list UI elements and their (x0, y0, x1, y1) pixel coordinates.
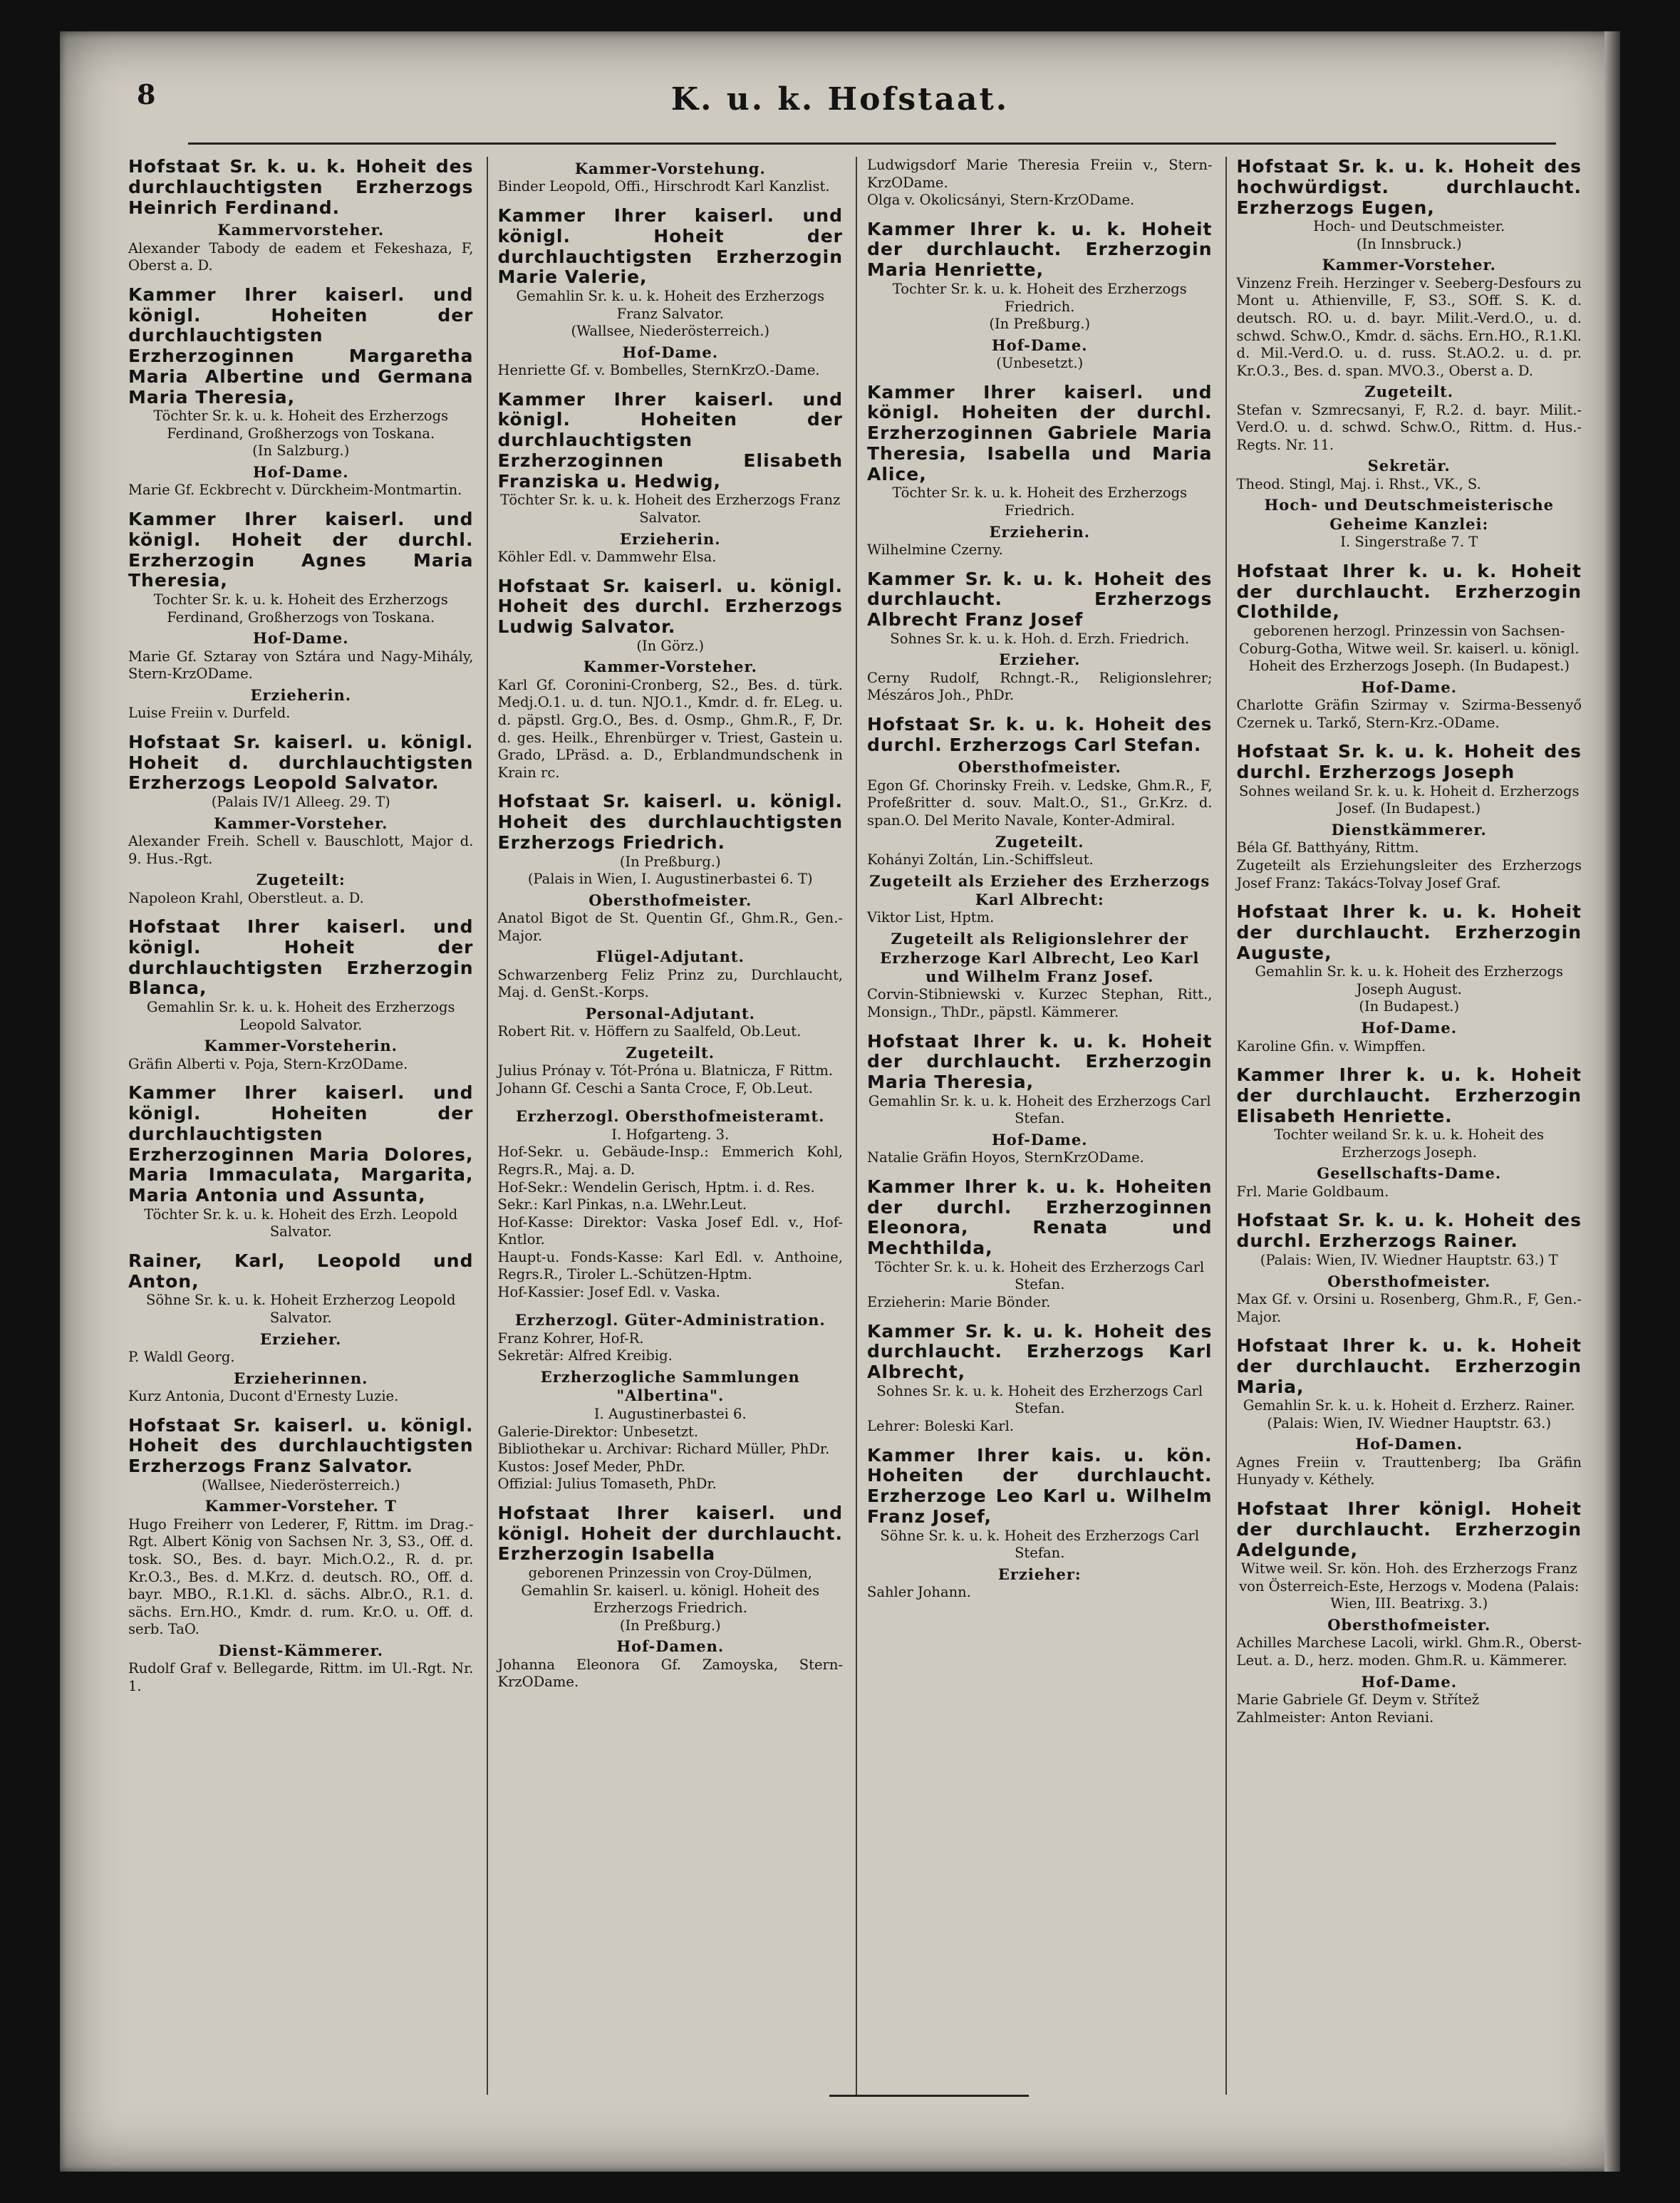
entry-text: Anatol Bigot de St. Quentin Gf., Ghm.R., Gen.-Major. (497, 910, 843, 944)
section-heading: Erzieherin. (989, 522, 1091, 541)
section-heading: Erzherzogliche Sammlungen "Albertina". (540, 1368, 800, 1405)
running-head: K. u. k. Hofstaat. (670, 81, 1010, 118)
entry-text: Hof-Kasse: Direktor: Vaska Josef Edl. v., Hof-Kntlor. (497, 1213, 843, 1248)
entry-title: Kammer Ihrer kaiserl. und königl. Hoheiten der durchlauchtigsten Erzherzoginnen Margaretha Maria Albertine und Germana Maria Theresia, (128, 284, 474, 408)
entry-text: Natalie Gräfin Hoyos, SternKrzODame. (867, 1149, 1144, 1166)
entry-note: Sohnes Sr. k. u. k. Hoh. d. Erzh. Friedrich. (890, 630, 1190, 647)
section-heading: Obersthofmeister. (958, 758, 1121, 777)
entry-title: Hofstaat Ihrer k. u. k. Hoheit der durchlaucht. Erzherzogin Clothilde, (1236, 560, 1582, 623)
entry-title: Kammer Ihrer kaiserl. und königl. Hoheit der durchlauchtigsten Erzherzogin Marie Valerie, (497, 205, 843, 288)
entry (1237, 1499, 1582, 1726)
section-heading: Hof-Dame. (1361, 1672, 1458, 1691)
entry-text: Haupt-u. Fonds-Kasse: Karl Edl. v. Anthoine, Regrs.R., Tiroler L.-Schützen-Hptm. (497, 1248, 843, 1283)
entry-text: Vinzenz Freih. Herzinger v. Seeberg-Desfours zu Mont u. Athienville, F, S3., SOff. S. K. d. deutsch. RO. u. d. bayr. Milit.-Verd.O., u. d. schwd. Schw.O., Kmdr. d. sächs. Ern.HO., R.1.Kl. d. Mil.-Verd.O. u. d. russ. St.AO.2. u. d. pr. Kr.O.3., Bes. d. span. MVO.3., Oberst a. D. (1236, 274, 1582, 379)
entry-text: Robert Rit. v. Höffern zu Saalfeld, Ob.Leut. (497, 1023, 802, 1040)
entry (867, 569, 1213, 705)
entry-text: Johann Gf. Ceschi a Santa Croce, F, Ob.Leut. (497, 1079, 813, 1097)
entry (1237, 1065, 1582, 1201)
section-heading: Gesellschafts-Dame. (1317, 1164, 1502, 1183)
entry-title: Hofstaat Ihrer k. u. k. Hoheit der durchlaucht. Erzherzogin Maria, (1236, 1335, 1582, 1397)
entry-note: (Wallsee, Niederösterreich.) (571, 323, 770, 340)
entry-title: Kammer Ihrer kaiserl. und königl. Hoheit der durchl. Erzherzogin Agnes Maria Theresia, (128, 509, 474, 591)
section-heading: Erzieherin. (250, 685, 352, 704)
section-heading: Dienstkämmerer. (1331, 820, 1487, 839)
section-heading: Hof-Dame. (622, 343, 719, 361)
entry-text: Sekr.: Karl Pinkas, n.a. LWehr.Leut. (497, 1196, 747, 1213)
entry (128, 509, 474, 722)
entry-title: Hofstaat Sr. k. u. k. Hoheit des durchl. Erzherzogs Rainer. (1236, 1210, 1582, 1252)
section-heading: Erzieher. (999, 650, 1081, 669)
entry-note: (Wallsee, Niederösterreich.) (201, 1476, 400, 1493)
entry-title: Hofstaat Ihrer k. u. k. Hoheit der durchlaucht. Erzherzogin Auguste, (1236, 901, 1582, 963)
entry-text: Rudolf Graf v. Bellegarde, Rittm. im Ul.-Rgt. Nr. 1. (128, 1660, 474, 1694)
section-heading: Zugeteilt. (995, 832, 1084, 851)
entry-text: Marie Gf. Eckbrecht v. Dürckheim-Montmartin. (128, 482, 462, 499)
entry (128, 285, 474, 499)
entry-note: (In Preßburg.) (989, 316, 1091, 333)
entry-note: (In Innsbruck.) (1356, 235, 1462, 252)
entry (867, 1177, 1213, 1312)
entry-text: Hof-Kassier: Josef Edl. v. Vaska. (497, 1283, 720, 1300)
entry-text: Sahler Johann. (867, 1584, 971, 1601)
entry-note: (In Salzburg.) (252, 442, 350, 460)
entry (1237, 1211, 1582, 1326)
entry-text: Karoline Gfin. v. Wimpffen. (1236, 1037, 1426, 1054)
entry-text: Ludwigsdorf Marie Theresia Freiin v., Stern-KrzODame. (867, 157, 1213, 191)
entry-title: Kammer Ihrer kaiserl. und königl. Hoheiten der durchlauchtigsten Erzherzoginnen Maria Dolores, Maria Immaculata, Margarita, Maria Antonia und Assunta, (128, 1082, 474, 1206)
entry-title: Hofstaat Ihrer kaiserl. und königl. Hoheit der durchlaucht. Erzherzogin Isabella (497, 1502, 843, 1565)
entry-text: Hof-Sekr. u. Gebäude-Insp.: Emmerich Kohl, Regrs.R., Maj. a. D. (497, 1144, 843, 1178)
section-heading: Kammer-Vorsteher. T (204, 1497, 397, 1515)
entry-note: geborenen Prinzessin von Croy-Dülmen, Gemahlin Sr. kaiserl. u. königl. Hoheit des Erzherzogs Friedrich. (521, 1565, 820, 1617)
entry-title: Hofstaat Sr. kaiserl. u. königl. Hoheit d. durchlauchtigsten Erzherzogs Leopold Salvator. (128, 731, 474, 794)
section-heading: Dienst-Kämmerer. (218, 1641, 384, 1659)
entry-note: (In Görz.) (636, 637, 705, 654)
entry (1237, 561, 1582, 732)
entry-text: Charlotte Gräfin Szirmay v. Szirma-Bessenyő Czernek u. Tarkő, Stern-Krz.-ODame. (1236, 697, 1582, 731)
section-heading: Obersthofmeister. (1327, 1272, 1491, 1290)
entry-note: Gemahlin Sr. k. u. k. Hoheit d. Erzherz. Rainer. (Palais: Wien, IV. Wiedner Hauptstr. 63.) (1243, 1397, 1575, 1431)
entry-text: Béla Gf. Batthyány, Rittm. (1236, 839, 1419, 856)
section-heading: Zugeteilt: (256, 871, 346, 889)
entry (128, 1416, 474, 1696)
entry-note: Sohnes Sr. k. u. k. Hoheit des Erzherzogs Carl Stefan. (876, 1382, 1203, 1417)
column-4 (1225, 157, 1582, 2095)
entry-text: P. Waldl Georg. (128, 1349, 235, 1365)
entry-note: Töchter Sr. k. u. k. Hoheit des Erzherzogs Franz Salvator. (500, 492, 841, 527)
section-heading: Kammer-Vorsteher. (214, 814, 388, 832)
entry-text: Offizial: Julius Tomaseth, PhDr. (497, 1476, 717, 1493)
entry (867, 1032, 1213, 1167)
entry-text: Henriette Gf. v. Bombelles, SternKrzO.-Dame. (497, 362, 820, 379)
entry (867, 219, 1213, 373)
entry-title: Hofstaat Ihrer kaiserl. und königl. Hoheit der durchlauchtigsten Erzherzogin Blanca, (128, 916, 474, 999)
entry-note: Sohnes weiland Sr. k. u. k. Hoheit d. Erzherzogs Josef. (In Budapest.) (1238, 782, 1580, 817)
document-page (60, 31, 1620, 2172)
entry-text: Zahlmeister: Anton Reviani. (1236, 1709, 1434, 1726)
entry (498, 390, 844, 566)
column-2 (487, 157, 844, 2095)
entry (1237, 902, 1582, 1055)
section-heading: Hof-Dame. (252, 463, 349, 482)
entry-note: Gemahlin Sr. k. u. k. Hoheit des Erzherzogs Carl Stefan. (868, 1092, 1211, 1127)
entry-text: Viktor List, Hptm. (867, 909, 995, 926)
entry-text: Lehrer: Boleski Karl. (867, 1417, 1015, 1434)
entry-text: Agnes Freiin v. Trauttenberg; Iba Gräfin Hunyady v. Kéthely. (1236, 1453, 1582, 1488)
entry-text: Achilles Marchese Lacoli, wirkl. Ghm.R., Oberst-Leut. a. D., herz. moden. Ghm.R. u. Kämmerer. (1236, 1634, 1582, 1669)
entry-text: Alexander Freih. Schell v. Bauschlott, Major d. 9. Hus.-Rgt. (128, 833, 474, 867)
entry-text: Egon Gf. Chorinsky Freih. v. Ledske, Ghm.R., F, Profeßritter d. souv. Malt.O., S1., Gr.Krz. d. span.O. Del Merito Navale, Konter-Admiral. (867, 777, 1213, 829)
entry-note: Gemahlin Sr. k. u. k. Hoheit des Erzherzogs Leopold Salvator. (147, 999, 455, 1033)
section-heading: Kammer-Vorstehung. (574, 160, 766, 177)
section-heading: Kammer-Vorsteher. (1322, 256, 1496, 274)
entry-text: Galerie-Direktor: Unbesetzt. (497, 1423, 699, 1440)
entry (867, 1322, 1213, 1436)
entry-text: Marie Gabriele Gf. Deym v. Střítež (1236, 1691, 1480, 1709)
entry-text: Zugeteilt als Erziehungsleiter des Erzherzogs Josef Franz: Takács-Tolvay Josef Graf. (1236, 856, 1582, 891)
entry-text: Theod. Stingl, Maj. i. Rhst., VK., S. (1236, 475, 1481, 492)
entry-note: Witwe weil. Sr. kön. Hoh. des Erzherzogs Franz von Österreich-Este, Herzogs v. Modena (Palais: Wien, III. Beatrixg. 3.) (1239, 1560, 1580, 1612)
entry (498, 792, 844, 1097)
entry (1237, 742, 1582, 892)
entry-note: geborenen herzogl. Prinzessin von Sachsen-Coburg-Gotha, Witwe weil. Sr. kaiserl. u. königl. Hoheit des Erzherzogs Joseph. (In Budapest.) (1239, 623, 1580, 675)
section-heading: Erzieher. (260, 1329, 342, 1348)
entry-note: (Palais in Wien, I. Augustinerbastei 6. T) (527, 871, 813, 888)
entry-text: Corvin-Stibniewski v. Kurzec Stephan, Ritt., Monsign., ThDr., päpstl. Kämmerer. (867, 986, 1213, 1020)
section-heading: Hof-Dame. (991, 1130, 1088, 1149)
entry-title: Kammer Ihrer kaiserl. und königl. Hoheiten der durchlauchtigsten Erzherzoginnen Elisabeth Franziska u. Hedwig, (497, 388, 843, 492)
entry-title: Kammer Ihrer kais. u. kön. Hoheiten der durchlaucht. Erzherzoge Leo Karl u. Wilhelm Franz Josef, (867, 1444, 1213, 1527)
entry-note: (Palais: Wien, IV. Wiedner Hauptstr. 63.) T (1260, 1251, 1558, 1268)
section-heading: Zugeteilt. (1364, 383, 1454, 401)
section-heading: Personal-Adjutant. (585, 1004, 755, 1022)
entry (867, 715, 1213, 1022)
entry (498, 1107, 844, 1301)
section-heading: Hof-Damen. (616, 1637, 725, 1656)
section-heading: Erzieher: (997, 1565, 1082, 1583)
entry-note: Hoch- und Deutschmeister. (1313, 218, 1505, 235)
section-heading: Kammervorsteher. (217, 221, 385, 239)
entry-note: Tochter weiland Sr. k. u. k. Hoheit des Erzherzogs Joseph. (1274, 1126, 1545, 1161)
section-heading: Obersthofmeister. (1327, 1615, 1491, 1634)
entry (867, 1446, 1213, 1602)
entry-title: Hofstaat Sr. k. u. k. Hoheit des hochwürdigst. durchlaucht. Erzherzogs Eugen, (1236, 157, 1582, 218)
section-heading: Hoch- und Deutschmeisterische Geheime Kanzlei: (1264, 496, 1555, 533)
entry-text: Julius Prónay v. Tót-Próna u. Blatnicza, F Rittm. (497, 1062, 834, 1079)
header-rule (188, 142, 1556, 145)
entry-note: Gemahlin Sr. k. u. k. Hoheit des Erzherzogs Joseph August. (1255, 963, 1563, 997)
entry-text: Wilhelmine Czerny. (867, 541, 1003, 558)
section-heading: Zugeteilt als Religionslehrer der Erzherzoge Karl Albrecht, Leo Karl und Wilhelm Franz Josef. (880, 930, 1200, 985)
entry-note: Tochter Sr. k. u. k. Hoheit des Erzherzogs Ferdinand, Großherzogs von Toskana. (153, 591, 448, 626)
entry-note: I. Augustinerbastei 6. (593, 1405, 747, 1422)
entry-note: Gemahlin Sr. k. u. k. Hoheit des Erzherzogs Franz Salvator. (516, 288, 824, 322)
columns (128, 157, 1582, 2095)
section-heading: Flügel-Adjutant. (596, 948, 745, 966)
entry-note: Tochter Sr. k. u. k. Hoheit des Erzherzogs Friedrich. (892, 280, 1187, 315)
entry-title: Hofstaat Sr. k. u. k. Hoheit des durchl. Erzherzogs Joseph (1236, 741, 1582, 783)
section-heading: Hof-Dame. (1361, 1019, 1458, 1037)
entry (128, 1251, 474, 1406)
entry-text: Stefan v. Szmrecsanyi, F, R.2. d. bayr. Milit.-Verd.O. u. d. schwd. Schw.O., Rittm. d. Hus.-Regts. Nr. 11. (1236, 401, 1582, 453)
footer-rule (829, 2095, 1029, 2097)
section-heading: Zugeteilt. (626, 1043, 715, 1062)
entry-title: Kammer Ihrer k. u. k. Hoheit der durchlaucht. Erzherzogin Elisabeth Henriette. (1236, 1064, 1582, 1126)
entry-title: Hofstaat Ihrer k. u. k. Hoheit der durchlaucht. Erzherzogin Maria Theresia, (867, 1030, 1213, 1093)
entry-text: Alexander Tabody de eadem et Fekeshaza, F, Oberst a. D. (128, 239, 474, 274)
entry-note: Söhne Sr. k. u. k. Hoheit Erzherzog Leopold Salvator. (145, 1292, 456, 1326)
entry-note: (In Preßburg.) (619, 1617, 721, 1634)
entry-title: Hofstaat Sr. k. u. k. Hoheit des durchlauchtigsten Erzherzogs Heinrich Ferdinand. (128, 157, 474, 218)
entry-note: I. Singerstraße 7. T (1340, 534, 1478, 551)
entry-title: Kammer Ihrer kaiserl. und königl. Hoheiten der durchl. Erzherzoginnen Gabriele Maria Theresia, Isabella und Maria Alice, (867, 381, 1213, 484)
entry-text: Franz Kohrer, Hof-R. (497, 1329, 644, 1347)
entry-note: Töchter Sr. k. u. k. Hoheit des Erzherzogs Carl Stefan. (875, 1258, 1205, 1293)
section-heading: Erzherzogl. Obersthofmeisteramt. (516, 1107, 825, 1126)
section-heading: Hof-Dame. (252, 629, 349, 648)
entry-text: Luise Freiin v. Durfeld. (128, 705, 291, 722)
entry-note: (In Preßburg.) (619, 853, 721, 870)
entry-text: Marie Gf. Sztaray von Sztára und Nagy-Mihály, Stern-KrzODame. (128, 648, 474, 683)
entry-title: Kammer Sr. k. u. k. Hoheit des durchlaucht. Erzherzogs Albrecht Franz Josef (867, 568, 1213, 631)
page-number: 8 (137, 78, 156, 110)
section-heading: Obersthofmeister. (588, 891, 752, 909)
entry-text: Olga v. Okolicsányi, Stern-KrzODame. (867, 192, 1135, 209)
section-heading: Hof-Dame. (1361, 678, 1458, 696)
section-heading: Erzieherin. (619, 529, 721, 548)
section-heading: Hof-Damen. (1355, 1435, 1463, 1453)
entry-title: Hofstaat Ihrer königl. Hoheit der durchlaucht. Erzherzogin Adelgunde, (1236, 1498, 1582, 1560)
section-heading: Sekretär. (1367, 457, 1451, 475)
entry-text: Cerny Rudolf, Rchngt.-R., Religionslehrer; Mészáros Joh., PhDr. (867, 669, 1213, 704)
entry-text: Napoleon Krahl, Oberstleut. a. D. (128, 889, 364, 906)
entry-note: (In Budapest.) (1359, 998, 1460, 1015)
entry-note: I. Hofgarteng. 3. (611, 1126, 730, 1143)
column-3 (856, 157, 1213, 2095)
entry-text: Kustos: Josef Meder, PhDr. (497, 1458, 685, 1475)
section-heading: Zugeteilt als Erzieher des Erzherzogs Karl Albrecht: (869, 871, 1210, 909)
section-heading: Kammer-Vorsteherin. (204, 1037, 398, 1055)
entry-text: Max Gf. v. Orsini u. Rosenberg, Ghm.R., F, Gen.-Major. (1236, 1290, 1582, 1325)
entry-title: Rainer, Karl, Leopold und Anton, (128, 1250, 474, 1292)
entry-note: (Palais IV/1 Alleeg. 29. T) (211, 794, 390, 810)
entry-text: Johanna Eleonora Gf. Zamoyska, Stern-KrzODame. (497, 1656, 843, 1691)
entry-title: Hofstaat Sr. k. u. k. Hoheit des durchl. Erzherzogs Carl Stefan. (867, 713, 1213, 755)
entry-title: Hofstaat Sr. kaiserl. u. königl. Hoheit des durchl. Erzherzogs Ludwig Salvator. (497, 575, 843, 638)
entry-title: Hofstaat Sr. kaiserl. u. königl. Hoheit des durchlauchtigsten Erzherzogs Franz Salvator. (128, 1414, 474, 1477)
entry-text: Schwarzenberg Feliz Prinz zu, Durchlaucht, Maj. d. GenSt.-Korps. (497, 966, 843, 1001)
section-heading: Hof-Dame. (991, 336, 1088, 354)
entry (498, 1503, 844, 1691)
entry-note: (Unbesetzt.) (996, 355, 1084, 372)
entry-text: Frl. Marie Goldbaum. (1236, 1183, 1389, 1200)
entry-title: Kammer Ihrer k. u. k. Hoheit der durchlaucht. Erzherzogin Maria Henriette, (867, 218, 1213, 281)
entry-text: Hugo Freiherr von Lederer, F, Rittm. im Drag.-Rgt. Albert König von Sachsen Nr. 3, S3., Off. d. tosk. SO., Bes. d. bayr. Mich.O.2., R. d. pr. Kr.O.3., Bes. d. M.Krz. d. deutsch. RO., Off. d. bayr. MBO., R.1.Kl. d. sächs. Albr.O., R.1. d. sächs. Ern.HO., Kmdr. d. rum. Kr.O. u. Off. d. serb. TaO. (128, 1515, 474, 1638)
entry-text: Gräfin Alberti v. Poja, Stern-KrzODame. (128, 1055, 408, 1072)
entry (498, 206, 844, 380)
section-heading: Kammer-Vorsteher. (583, 658, 757, 676)
entry-note: Töchter Sr. k. u. k. Hoheit des Erzherzogs Friedrich. (892, 484, 1188, 519)
entry (867, 383, 1213, 559)
entry (128, 732, 474, 907)
entry-text: Hof-Sekr.: Wendelin Gerisch, Hptm. i. d. Res. (497, 1178, 815, 1196)
entry (498, 160, 844, 196)
entry-title: Hofstaat Sr. kaiserl. u. königl. Hoheit des durchlauchtigsten Erzherzogs Friedrich. (497, 791, 843, 853)
entry (1237, 1336, 1582, 1489)
section-heading: Erzieherinnen. (234, 1369, 368, 1387)
entry-text: Erzieherin: Marie Bönder. (867, 1294, 1051, 1311)
entry-text: Köhler Edl. v. Dammwehr Elsa. (497, 549, 717, 566)
entry (128, 157, 474, 275)
column-1 (128, 157, 474, 2095)
entry (498, 1311, 844, 1493)
entry-text: Bibliothekar u. Archivar: Richard Müller, PhDr. (497, 1441, 830, 1458)
entry-title: Kammer Ihrer k. u. k. Hoheiten der durchl. Erzherzoginnen Eleonora, Renata und Mechthilda, (867, 1176, 1213, 1259)
entry-text: Karl Gf. Coronini-Cronberg, S2., Bes. d. türk. Medj.O.1. u. d. tun. NJO.1., Kmdr. d. fr. ELeg. u. d. päpstl. Grg.O., Bes. d. Osmp., Ghm.R., F, Dr. d. ges. Heilk., Ehrenbürger v. Triest, Gastein u. Grado, LPräsd. a. D., Erblandmundschenk in Krain rc. (497, 676, 843, 781)
entry-text: Kurz Antonia, Ducont d'Ernesty Luzie. (128, 1388, 399, 1405)
entry-text: Binder Leopold, Offi., Hirschrodt Karl Kanzlist. (497, 178, 830, 195)
page-edge-shadow (1604, 31, 1620, 2172)
section-heading: Erzherzogl. Güter-Administration. (514, 1311, 826, 1329)
entry (867, 157, 1213, 209)
entry (498, 576, 844, 782)
entry (128, 917, 474, 1073)
entry-text: Kohányi Zoltán, Lin.-Schiffsleut. (867, 851, 1094, 869)
entry-note: Töchter Sr. k. u. k. Hoheit des Erzh. Leopold Salvator. (144, 1206, 458, 1240)
entry-note: Söhne Sr. k. u. k. Hoheit des Erzherzogs Carl Stefan. (880, 1527, 1200, 1562)
entry (128, 1083, 474, 1241)
entry-text: Sekretär: Alfred Kreibig. (497, 1347, 673, 1364)
entry-note: Töchter Sr. k. u. k. Hoheit des Erzherzogs Ferdinand, Großherzogs von Toskana. (153, 408, 449, 442)
entry (1237, 157, 1582, 551)
entry-title: Kammer Sr. k. u. k. Hoheit des durchlaucht. Erzherzogs Karl Albrecht, (867, 1320, 1213, 1383)
